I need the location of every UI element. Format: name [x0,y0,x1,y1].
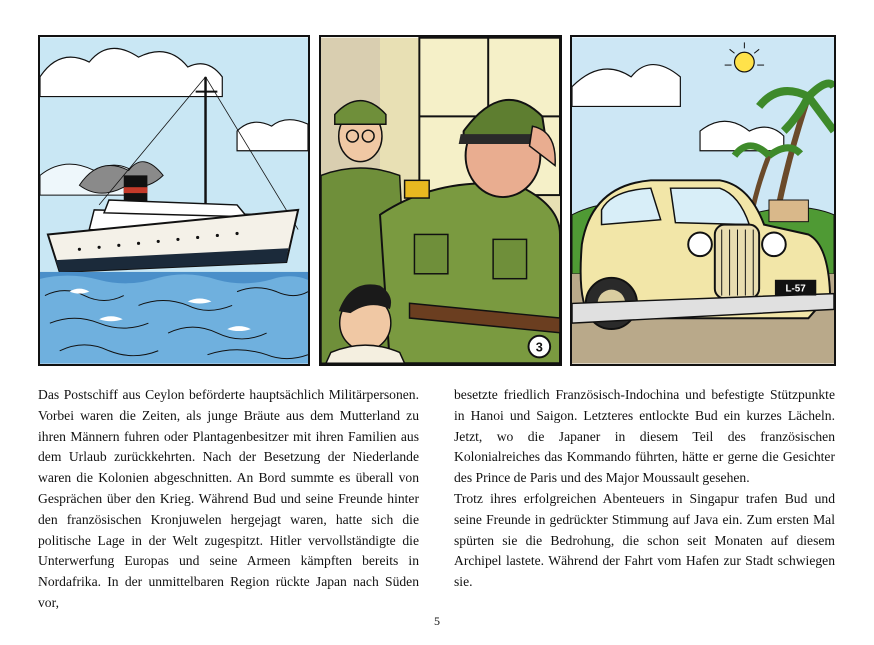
panel-number: 3 [535,339,543,355]
text-column-right [454,385,835,593]
right-paragraph-1: besetzte friedlich Französisch-Indochina und befestigte Stützpunkte in Hanoi und Saigon. Letzteres entlockte Bud ein kurzes Lächeln. Jetzt, wo die Japaner in diesem Teil des französischen Kolonialreiches das Kommando führten, hätte er gerne die Gesichter des Prince de Paris und des Major Moussault gesehen. [454,387,835,486]
page-number: 5 [434,614,440,628]
left-paragraph: Das Postschiff aus Ceylon beförderte hauptsächlich Militärpersonen. Vorbei waren die Zeiten, als junge Bräute aus dem Mutterland zu ihren Männern fuhren oder Plantagenbesitzer mit ihren Familien aus dem Urlaub zurückkehrten. Nach der Besetzung der Niederlande waren die Kolonien abgeschnitten. An Bord summte es überall von Gesprächen über den Krieg. Während Bud und seine Freunde hinter den französischen Kronjuwelen hergejagt waren, hatte sich die politische Lage in der Welt zugespitzt. Hitler vervollständigte die Unterwerfung Europas und seine Armeen kämpften bereits in Nordafrika. In der unmittelbaren Region rückte Japan nach Süden vor, [38,387,419,610]
license-plate-text: L-57 [785,283,806,295]
text-column-left [38,385,419,614]
officers-illustration [321,37,560,364]
ship-panel [38,35,310,366]
car-panel [570,35,836,366]
officers-panel [319,35,562,366]
right-paragraph-2: Trotz ihres erfolgreichen Abenteuers in Singapur trafen Bud und seine Freunde in gedrückter Stimmung auf Java ein. Zum ersten Mal spürten sie die Bedrohung, die schon seit Monaten auf diesem Archipel lastete. Während der Fahrt vom Hafen zur Stadt schwiegen sie. [454,490,835,590]
ship-illustration [40,37,308,364]
car-illustration [572,37,834,364]
